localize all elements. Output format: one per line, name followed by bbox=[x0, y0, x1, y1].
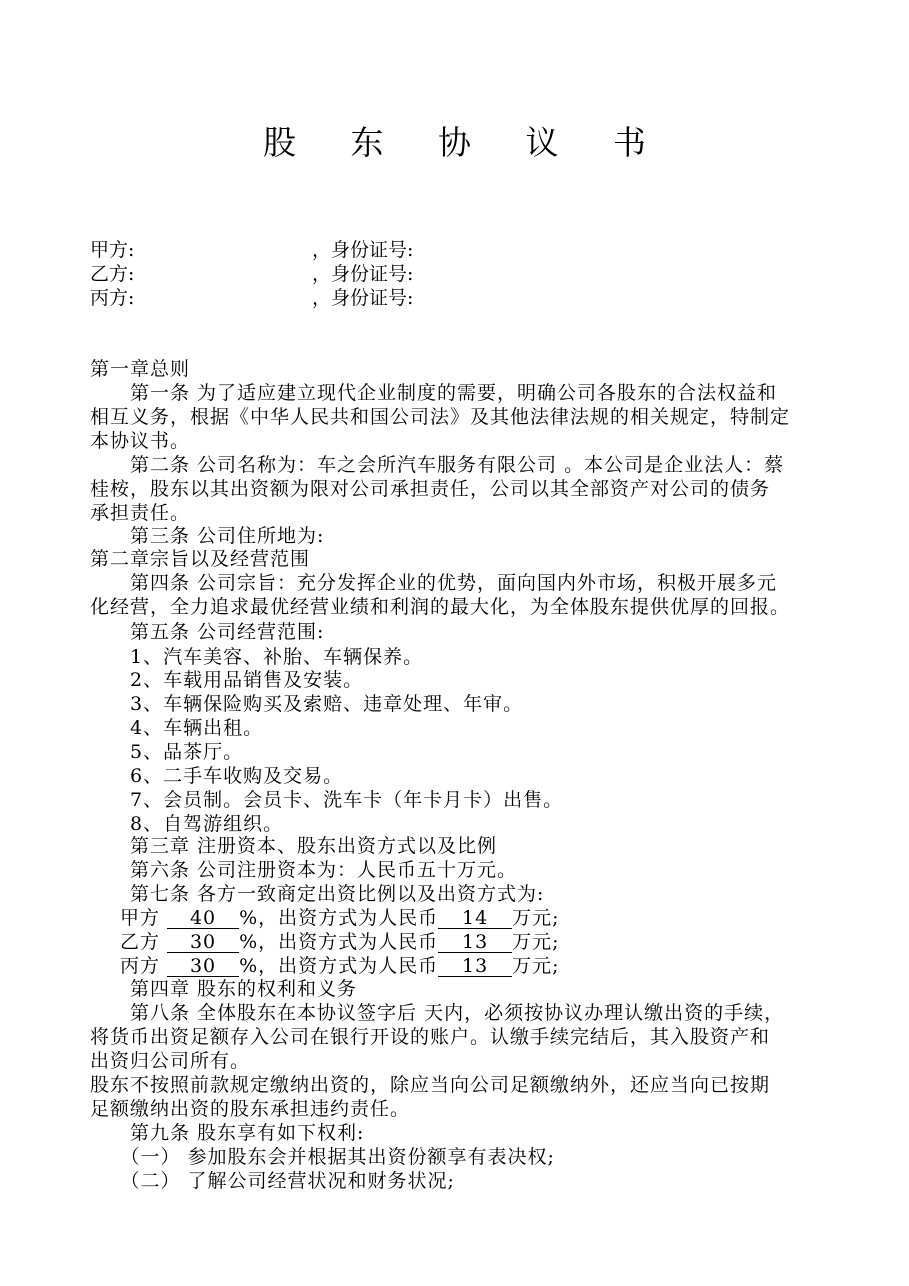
text-line: 第二条 公司名称为：车之会所汽车服务有限公司 。本公司是企业法人：蔡 bbox=[90, 454, 785, 476]
contribution-amount: 14 bbox=[438, 908, 512, 929]
contribution-mid: %，出资方式为人民币 bbox=[239, 955, 439, 977]
scope-item: 8、自驾游组织。 bbox=[90, 813, 284, 835]
contribution-mid: %，出资方式为人民币 bbox=[239, 907, 439, 929]
chapter-4-heading: 第四章 股东的权利和义务 bbox=[90, 978, 358, 1000]
party-a-label: 甲方: bbox=[90, 239, 135, 261]
text-line: 第一条 为了适应建立现代企业制度的需要，明确公司各股东的合法权益和 bbox=[90, 382, 778, 404]
contribution-row bbox=[120, 906, 560, 930]
contribution-percent: 30 bbox=[167, 932, 239, 953]
party-a-id-label: ，身份证号: bbox=[312, 239, 414, 261]
text-line: 承担责任。 bbox=[90, 502, 191, 524]
contribution-row bbox=[120, 954, 560, 978]
contribution-unit: 万元; bbox=[512, 907, 560, 929]
scope-item: 5、品茶厅。 bbox=[90, 741, 244, 763]
text-line: 第九条 股东享有如下权利: bbox=[90, 1122, 365, 1144]
scope-item: 4、车辆出租。 bbox=[90, 717, 264, 739]
scope-item: 1、汽车美容、补胎、车辆保养。 bbox=[90, 646, 424, 668]
rights-item: （一） 参加股东会并根据其出资份额享有表决权; bbox=[90, 1146, 555, 1168]
text-line: 第三条 公司住所地为: bbox=[90, 525, 325, 547]
text-line: 第八条 全体股东在本协议签字后 天内，必须按协议办理认缴出资的手续， bbox=[90, 1002, 785, 1024]
text-line: 本协议书。 bbox=[90, 430, 191, 452]
contribution-percent: 40 bbox=[167, 908, 239, 929]
scope-item: 6、二手车收购及交易。 bbox=[90, 765, 344, 787]
text-line: 股东不按照前款规定缴纳出资的，除应当向公司足额缴纳外，还应当向已按期 bbox=[90, 1074, 771, 1096]
party-b-label: 乙方: bbox=[90, 263, 135, 285]
contribution-amount: 13 bbox=[438, 932, 512, 953]
contribution-mid: %，出资方式为人民币 bbox=[239, 931, 439, 953]
text-line: 第七条 各方一致商定出资比例以及出资方式为: bbox=[90, 883, 545, 905]
text-line: 化经营，全力追求最优经营业绩和利润的最大化，为全体股东提供优厚的回报。 bbox=[90, 596, 791, 618]
chapter-2-heading: 第二章宗旨以及经营范围 bbox=[90, 548, 311, 570]
party-c-id-label: ，身份证号: bbox=[312, 287, 414, 309]
text-line: 第五条 公司经营范围: bbox=[90, 621, 325, 643]
document-title: 股 东 协 议 书 bbox=[263, 123, 668, 162]
text-line: 第六条 公司注册资本为：人民币五十万元。 bbox=[90, 859, 518, 881]
text-line: 将货币出资足额存入公司在银行开设的账户。认缴手续完结后，其入股资产和 bbox=[90, 1026, 771, 1048]
scope-item: 3、车辆保险购买及索赔、违章处理、年审。 bbox=[90, 693, 524, 715]
scope-item: 2、车载用品销售及安装。 bbox=[90, 669, 364, 691]
text-line: 出资归公司所有。 bbox=[90, 1050, 251, 1072]
contribution-party: 乙方 bbox=[120, 931, 161, 953]
text-line: 相互义务，根据《中华人民共和国公司法》及其他法律法规的相关规定，特制定 bbox=[90, 406, 791, 428]
text-line: 桂桉，股东以其出资额为限对公司承担责任，公司以其全部资产对公司的债务 bbox=[90, 478, 771, 500]
contribution-unit: 万元; bbox=[512, 931, 560, 953]
party-b-id-label: ，身份证号: bbox=[312, 263, 414, 285]
party-c-label: 丙方: bbox=[90, 287, 135, 309]
chapter-1-heading: 第一章总则 bbox=[90, 358, 191, 380]
contribution-unit: 万元; bbox=[512, 955, 560, 977]
contribution-percent: 30 bbox=[167, 956, 239, 977]
chapter-3-heading: 第三章 注册资本、股东出资方式以及比例 bbox=[90, 835, 498, 857]
text-line: 第四条 公司宗旨：充分发挥企业的优势，面向国内外市场，积极开展多元 bbox=[90, 572, 778, 594]
contribution-row bbox=[120, 930, 560, 954]
contribution-amount: 13 bbox=[438, 956, 512, 977]
scope-item: 7、会员制。会员卡、洗车卡（年卡月卡）出售。 bbox=[90, 789, 564, 811]
text-line: 足额缴纳出资的股东承担违约责任。 bbox=[90, 1098, 411, 1120]
contribution-party: 甲方 bbox=[120, 907, 161, 929]
contribution-party: 丙方 bbox=[120, 955, 161, 977]
rights-item: （二） 了解公司经营状况和财务状况; bbox=[90, 1170, 455, 1192]
